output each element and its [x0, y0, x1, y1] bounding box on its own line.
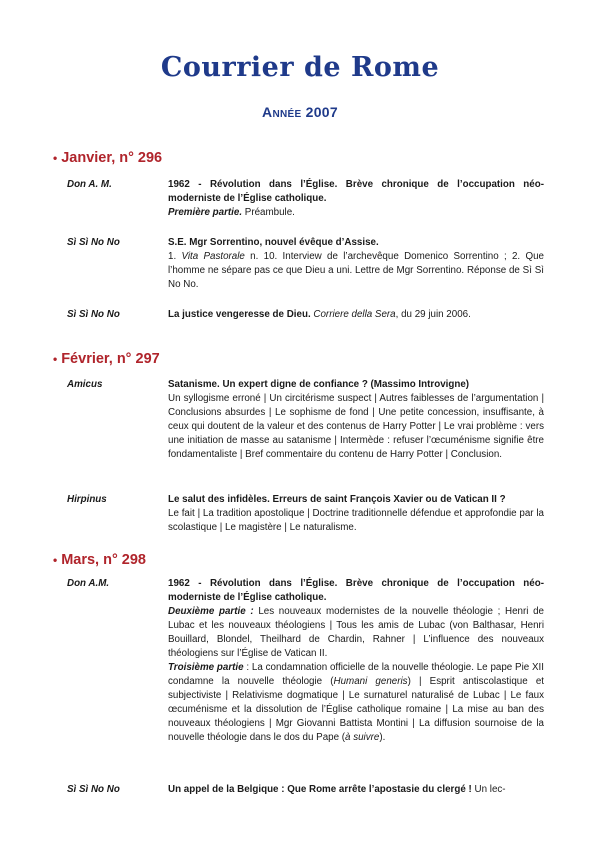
masthead-title: Courrier de Rome [160, 52, 440, 83]
entry-title: S.E. Mgr Sorrentino, nouvel évêque d’Assise. [168, 237, 379, 248]
entry-title: 1962 - Révolution dans l’Église. Brève chronique de l’occupation néo-moderniste de l’Église catholique. [168, 179, 544, 204]
month-heading-janvier [53, 150, 162, 166]
entry-body [168, 783, 544, 797]
entry-author: Hirpinus [67, 494, 107, 505]
entry-title: La justice vengeresse de Dieu. [168, 309, 311, 320]
entry-author: Sì Sì No No [67, 309, 120, 320]
desc-text: n. 10. Interview de l’archevêque Domenico Sorrentino ; 2. Que l’homme ne sépare pas ce que Dieu a uni. Lettre de Mgr Sorrentino. Réponse de Sì Sì No No. [168, 251, 544, 290]
entry-title: Le salut des infidèles. Erreurs de saint François Xavier ou de Vatican II ? [168, 494, 506, 505]
month-label: Janvier, n° 296 [61, 150, 163, 166]
year-heading: Année 2007 [262, 104, 338, 120]
entry-body [168, 236, 544, 292]
entry-description [168, 783, 544, 797]
part-text: ). [379, 732, 386, 743]
month-heading-fevrier [53, 351, 160, 367]
part-label: Première partie. [168, 207, 243, 218]
entry-body [168, 378, 544, 462]
entry-body [168, 577, 544, 745]
month-label: Mars, n° 298 [61, 552, 146, 568]
entry-description [168, 250, 544, 292]
entry-body [168, 493, 544, 535]
source-text: , du 29 juin 2006. [395, 309, 471, 320]
month-heading-mars [53, 552, 146, 568]
entry-author: Sì Sì No No [67, 237, 120, 248]
part-text: ) | Esprit antiscolastique et subjectiviste | Relativisme dogmatique | Le surnaturel naturalisé de Lubac | Le faux œcuménisme et la dissolution de l’Église catholique romaine | La mise au ban des nouveaux théologiens | Mgr Giovanni Battista Montini | La diffusion sournoise de la nouvelle théologie dans le dos du Pape ( [168, 676, 544, 743]
entry-title: Satanisme. Un expert digne de confiance ? (Massimo Introvigne) [168, 379, 470, 390]
bullet-icon: • [53, 553, 58, 567]
entry-body [168, 178, 544, 220]
bullet-icon: • [53, 151, 58, 165]
entry-title: Un appel de la Belgique : Que Rome arrête l’apostasie du clergé ! [168, 784, 472, 795]
part-label: Troisième partie [168, 662, 244, 673]
entry-description [168, 206, 544, 220]
part-text: : La condamnation officielle de la nouvelle théologie. Le pape Pie XII condamne la nouvelle théologie ( [168, 662, 544, 687]
entry-description [168, 605, 544, 661]
desc-text: 1. [168, 251, 182, 262]
entry-description [168, 661, 544, 745]
desc-text: Un lec- [471, 784, 506, 795]
entry-description: Un syllogisme erroné | Un circitérisme suspect | Autres faiblesses de l’argumentation | Conclusions absurdes | Le sophisme de fond | Une petite concession, insuffisante, à ceux qui doutent de la valeur et des contenus de Harry Potter | Le vrai problème : vers une initiation de masse au satanisme | Intermède : refuser l’œcuménisme signifie être fondamentaliste | Bref commentaire du contenu de Harry Potter | Conclusion. [168, 393, 544, 460]
entry-description: Le fait | La tradition apostolique | Doctrine traditionnelle défendue et approfondie par la scolastique | Le magistère | Le naturalisme. [168, 508, 544, 533]
entry-title: 1962 - Révolution dans l’Église. Brève chronique de l’occupation néo-moderniste de l’Église catholique. [168, 578, 544, 603]
desc-italic: Vita Pastorale [181, 251, 245, 262]
entry-body [168, 308, 544, 322]
part-text: Les nouveaux modernistes de la nouvelle théologie ; Henri de Lubac et les nouveaux théologiens | Tous les amis de Lubac (von Balthasar, Henri Bouillard, Blondel, Theilhard de Chardin, Rahner | L’influence des nouveaux théologiens sur l’Église de Vatican II. [168, 606, 545, 659]
part-italic: à suivre [345, 732, 380, 743]
entry-description [168, 308, 544, 322]
entry-author: Don A. M. [67, 179, 112, 190]
month-label: Février, n° 297 [61, 351, 160, 367]
part-label: Deuxième partie : [168, 606, 254, 617]
entry-author: Amicus [67, 379, 103, 390]
part-italic: Humani generis [333, 676, 408, 687]
source-italic: Corriere della Sera [313, 309, 396, 320]
entry-author: Sì Sì No No [67, 784, 120, 795]
part-text: Préambule. [242, 207, 295, 218]
bullet-icon: • [53, 352, 58, 366]
entry-author: Don A.M. [67, 578, 110, 589]
